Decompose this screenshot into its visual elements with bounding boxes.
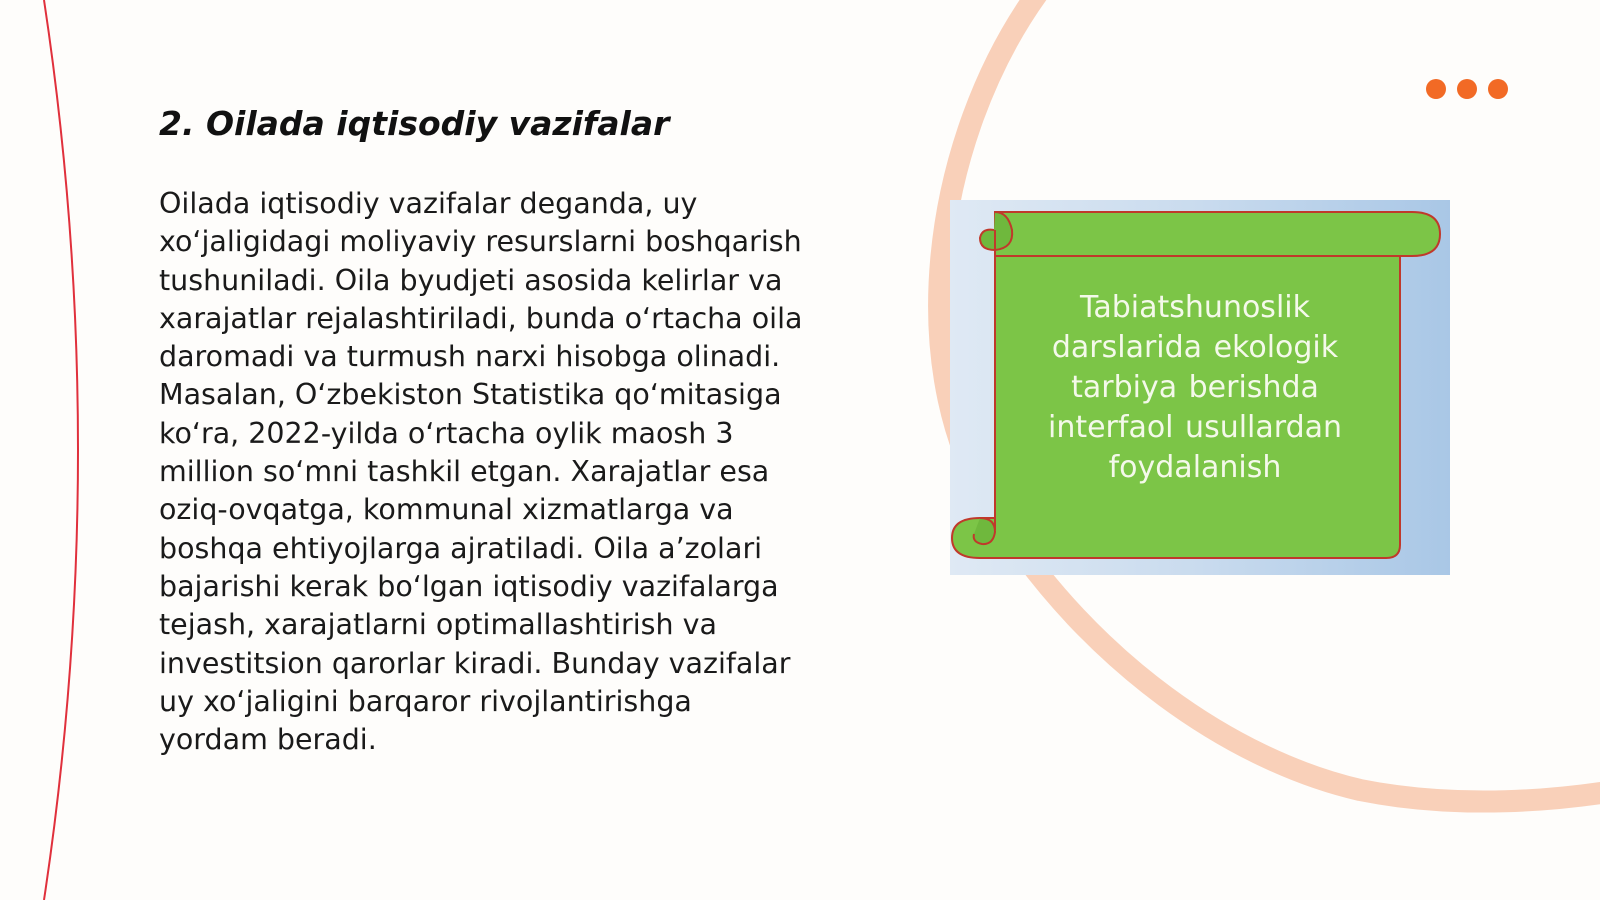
scroll-caption: Tabiatshunoslik darslarida ekologik tarbiya berishda interfaol usullardan foydalanish	[1047, 290, 1343, 485]
dot	[1488, 79, 1508, 99]
left-curve-line	[44, 0, 78, 900]
slide-body-text: Oilada iqtisodiy vazifalar deganda, uy xoʻjaligidagi moliyaviy resurslarni boshqarish tushuniladi. Oila byudjeti asosida kelirlar va xarajatlar rejalashtiriladi, bunda oʻrtacha oila daromadi va turmush narxi hisobga olinadi. Masalan, Oʻzbekiston Statistika qoʻmitasiga koʻra, 2022-yilda oʻrtacha oylik maosh 3 million soʻmni tashkil etgan. Xarajatlar esa oziq-ovqatga, kommunal xizmatlarga va boshqa ehtiyojlarga ajratiladi. Oila aʼzolari bajarishi kerak boʻlgan iqtisodiy vazifalarga tejash, xarajatlarni optimallashtirish va investitsion qarorlar kiradi. Bunday vazifalar uy xoʻjaligini barqaror rivojlantirishga yordam beradi.	[159, 187, 803, 757]
dot	[1426, 79, 1446, 99]
slide-title: 2. Oilada iqtisodiy vazifalar	[159, 104, 670, 143]
three-dots-icon	[1426, 79, 1508, 99]
dot	[1457, 79, 1477, 99]
